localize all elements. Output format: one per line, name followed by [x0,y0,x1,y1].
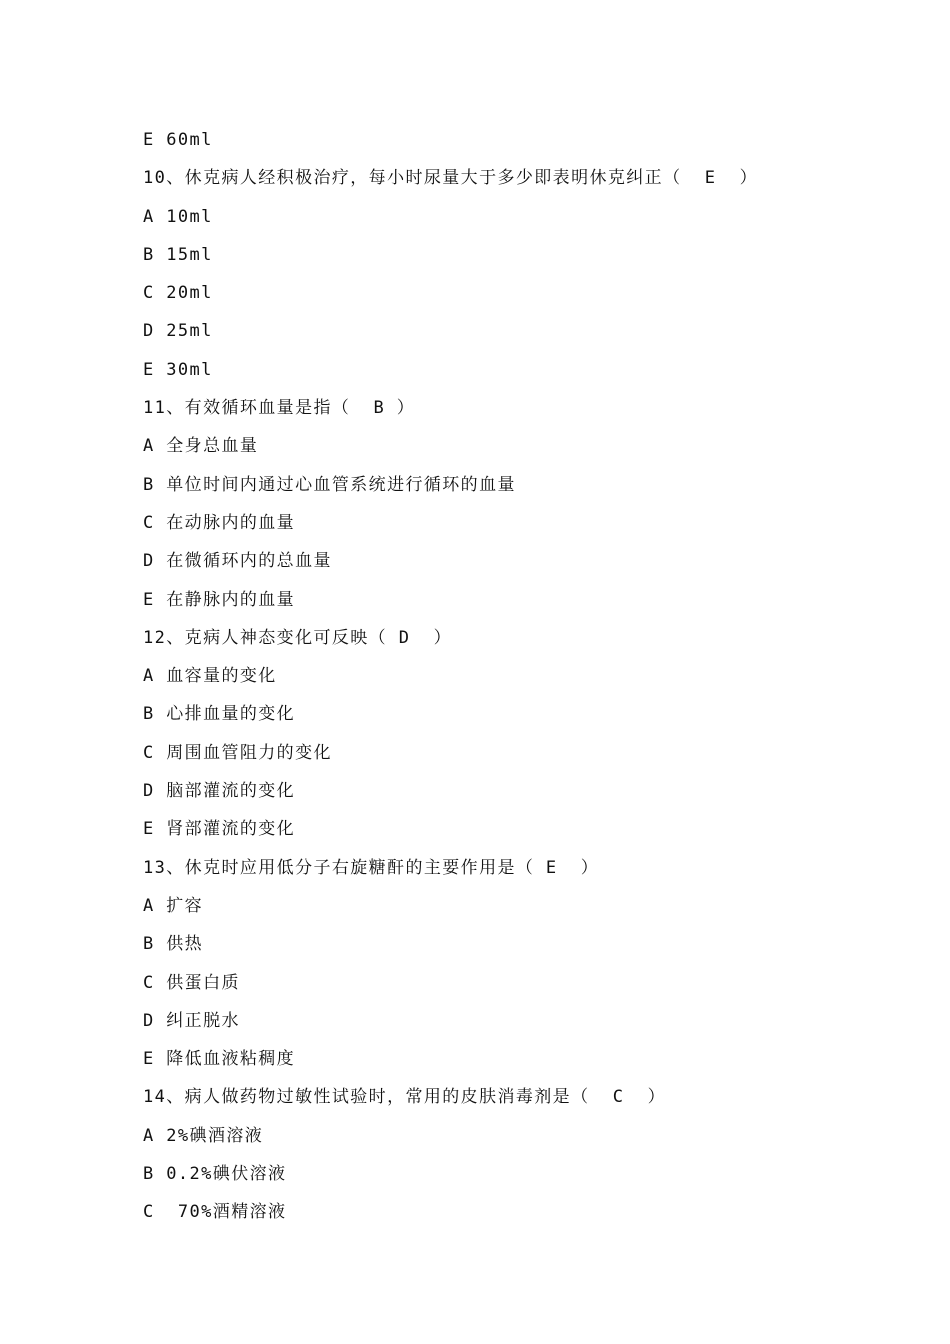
option-line: E 肾部灌流的变化 [143,819,296,840]
option-line: E 降低血液粘稠度 [143,1049,296,1070]
option-line: D 脑部灌流的变化 [143,781,296,802]
question-14: 14、病人做药物过敏性试验时，常用的皮肤消毒剂是（ C ） [143,1087,667,1108]
option-line: C 供蛋白质 [143,972,240,993]
option-line: D 在微循环内的总血量 [143,551,332,572]
question-11: 11、有效循环血量是指（ B ） [143,398,416,419]
option-line: E 在静脉内的血量 [143,589,296,610]
option-line: A 2%碘酒溶液 [143,1125,264,1146]
option-line: A 扩容 [143,895,204,916]
option-line: C 70%酒精溶液 [143,1202,287,1223]
question-12: 12、克病人神态变化可反映（ D ） [143,627,453,648]
option-line: B 15ml [143,244,213,265]
option-line: B 心排血量的变化 [143,704,296,725]
option-line: A 10ml [143,206,213,227]
option-line: C 周围血管阻力的变化 [143,742,332,763]
option-line: B 0.2%碘伏溶液 [143,1164,287,1185]
option-line: A 血容量的变化 [143,666,277,687]
option-line: B 单位时间内通过心血管系统进行循环的血量 [143,474,516,495]
option-line: C 在动脉内的血量 [143,512,296,533]
question-10: 10、休克病人经积极治疗，每小时尿量大于多少即表明休克纠正（ E ） [143,168,759,189]
option-line: D 纠正脱水 [143,1010,240,1031]
option-line: D 25ml [143,321,213,342]
option-line: B 供热 [143,934,204,955]
question-list [143,125,883,1236]
option-line: A 全身总血量 [143,436,259,457]
option-line: C 20ml [143,283,213,304]
option-line: E 30ml [143,359,213,380]
option-line: E 60ml [143,130,213,150]
question-13: 13、休克时应用低分子右旋糖酐的主要作用是（ E ） [143,857,600,878]
